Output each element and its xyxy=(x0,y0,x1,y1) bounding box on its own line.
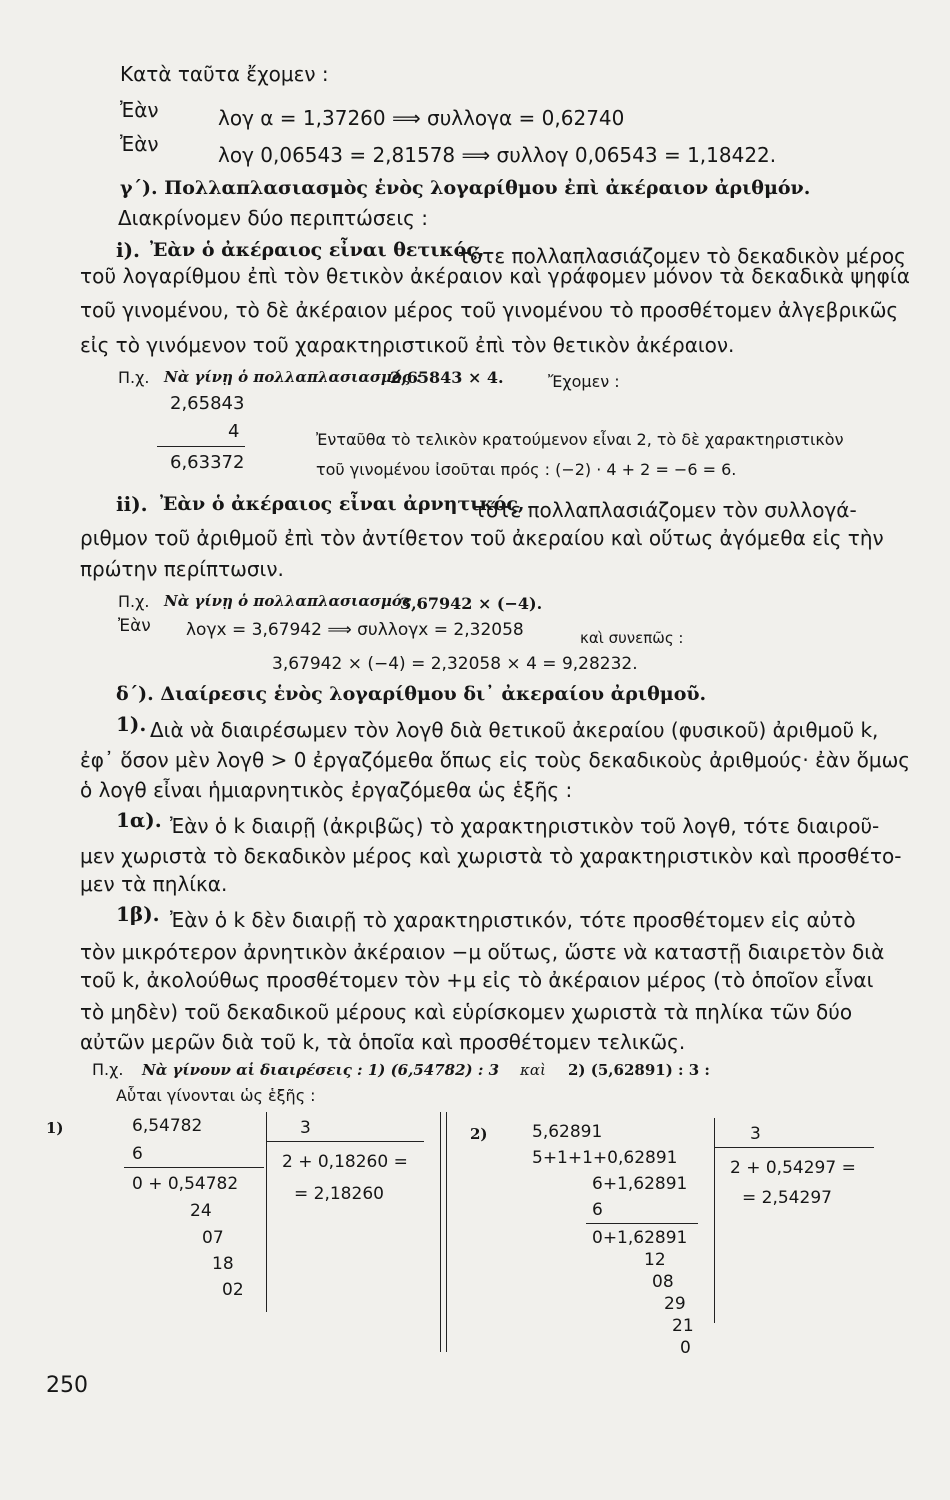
division-row: 6,54782 xyxy=(132,1116,203,1136)
text-line: Ἐὰν xyxy=(120,132,159,156)
division-row: 5+1+1+0,62891 xyxy=(532,1148,678,1168)
text-line: Κατὰ ταῦτα ἔχομεν : xyxy=(120,62,329,86)
division-row: 18 xyxy=(212,1254,234,1274)
example-prefix: Π.χ. xyxy=(118,592,150,611)
section-heading: δ΄). Διαίρεσις ἑνὸς λογαρίθμου δι᾽ ἀκεραίου ἀριθμοῦ. xyxy=(116,683,707,705)
division-row: 6 xyxy=(592,1200,603,1220)
rule xyxy=(266,1141,424,1142)
note-line: Ἐνταῦθα τὸ τελικὸν κρατούμενον εἶναι 2, τὸ δὲ χαρακτηριστικὸν xyxy=(316,430,844,449)
quotient: 2 + 0,18260 = xyxy=(282,1152,408,1172)
quotient: 2 + 0,54297 = xyxy=(730,1158,856,1178)
division-row: 07 xyxy=(202,1228,224,1248)
text-line: Ἐὰν ὁ k δὲν διαιρῇ τὸ χαρακτηριστικόν, τότε προσθέτομεν εἰς αὐτὸ xyxy=(170,908,856,932)
division-row: 12 xyxy=(644,1250,666,1270)
division-row: 02 xyxy=(222,1280,244,1300)
case-heading: Ἐὰν ὁ ἀκέραιος εἶναι θετικός, xyxy=(150,239,485,261)
text-line: ἐφ᾽ ὅσον μὲν λογθ > 0 ἐργαζόμεθα ὅπως εἰς τοὺς δεκαδικοὺς ἀριθμούς· ἐὰν ὅμως xyxy=(80,748,911,772)
text-line: τότε πολλαπλασιάζομεν τὸν συλλογά- xyxy=(474,498,857,522)
rule xyxy=(714,1147,874,1148)
example-prefix: Π.χ. xyxy=(92,1060,124,1079)
division-row: 08 xyxy=(652,1272,674,1292)
division-bar xyxy=(714,1118,715,1323)
division-row: 21 xyxy=(672,1316,694,1336)
rule xyxy=(586,1223,698,1224)
example-heading: Νὰ γίνῃ ὁ πολλαπλασιασμός : xyxy=(164,592,422,610)
example-prefix: Π.χ. xyxy=(118,368,150,387)
text-line: τοῦ k, ἀκολούθως προσθέτομεν τὸν +μ εἰς τὸ ἀκέραιον μέρος (τὸ ὁποῖον εἶναι xyxy=(80,968,874,992)
multiplication-row: 2,65843 xyxy=(170,393,245,414)
text-line: τὸ μηδὲν) τοῦ δεκαδικοῦ μέρους καὶ εὑρίσκομεν χωριστὰ τὰ πηλίκα τῶν δύο xyxy=(80,1000,853,1024)
text-line: Αὗται γίνονται ὡς ἑξῆς : xyxy=(116,1086,316,1105)
text-line: Διὰ νὰ διαιρέσωμεν τὸν λογθ διὰ θετικοῦ ἀκεραίου (φυσικοῦ) ἀριθμοῦ k, xyxy=(150,718,879,742)
case-heading: Ἐὰν ὁ ἀκέραιος εἶναι ἀρνητικός, xyxy=(160,493,525,515)
multiplication-row: 4 xyxy=(228,421,240,442)
text-line: τοῦ λογαρίθμου ἐπὶ τὸν θετικὸν ἀκέραιον καὶ γράφομεν μόνον τὰ δεκαδικὰ ψηφία xyxy=(80,264,911,288)
text-line: πρώτην περίπτωσιν. xyxy=(80,557,284,581)
division-row: 5,62891 xyxy=(532,1122,603,1142)
formula-line: 3,67942 × (−4) = 2,32058 × 4 = 9,28232. xyxy=(272,654,638,674)
text-line: Ἐὰν xyxy=(120,98,159,122)
case-label: i). xyxy=(116,238,141,262)
example-heading: 2) (5,62891) : 3 : xyxy=(568,1061,710,1079)
division-row: 24 xyxy=(190,1201,212,1221)
division-label: 1) xyxy=(46,1119,64,1137)
division-row: 6+1,62891 xyxy=(592,1174,688,1194)
division-row: 6 xyxy=(132,1144,143,1164)
rule xyxy=(124,1167,264,1168)
division-label: 2) xyxy=(470,1125,488,1143)
example-expression: 3,67942 × (−4). xyxy=(400,594,543,613)
example-heading: Νὰ γίνῃ ὁ πολλαπλασιασμός : xyxy=(164,368,422,386)
case-label: 1β). xyxy=(116,902,160,926)
column-divider xyxy=(440,1112,441,1352)
formula-line: λογx = 3,67942 ⟹ συλλογx = 2,32058 xyxy=(186,620,524,640)
quotient: = 2,54297 xyxy=(742,1188,832,1208)
text-line: ριθμον τοῦ ἀριθμοῦ ἐπὶ τὸν ἀντίθετον τοῦ ἀκεραίου καὶ οὕτως ἀγόμεθα εἰς τὴν xyxy=(80,526,884,550)
page-number: 250 xyxy=(46,1373,88,1398)
text-line: καὶ συνεπῶς : xyxy=(580,629,684,647)
division-row: 0 + 0,54782 xyxy=(132,1174,239,1194)
formula-line: λογ α = 1,37260 ⟹ συλλογα = 0,62740 xyxy=(218,106,625,130)
case-label: 1α). xyxy=(116,808,162,832)
column-divider xyxy=(446,1112,447,1352)
quotient: = 2,18260 xyxy=(294,1184,384,1204)
formula-line: λογ 0,06543 = 2,81578 ⟹ συλλογ 0,06543 = 1,18422. xyxy=(218,143,777,167)
text-line: Διακρίνομεν δύο περιπτώσεις : xyxy=(118,206,428,230)
case-label: 1). xyxy=(116,712,147,736)
example-expression: 2,65843 × 4. xyxy=(390,368,504,387)
section-heading: γ΄). Πολλαπλασιασμὸς ἑνὸς λογαρίθμου ἐπὶ ἀκέραιον ἀριθμόν. xyxy=(120,177,811,199)
divisor: 3 xyxy=(300,1118,311,1138)
text-line: Ἐὰν xyxy=(118,616,151,636)
note-line: τοῦ γινομένου ἰσοῦται πρός : (−2) · 4 + 2 = −6 = 6. xyxy=(316,460,737,479)
rule xyxy=(157,446,245,447)
case-label: ii). xyxy=(116,492,148,516)
text-line: μεν χωριστὰ τὸ δεκαδικὸν μέρος καὶ χωριστὰ τὸ χαρακτηριστικὸν καὶ προσθέτο- xyxy=(80,844,902,868)
text-line: τότε πολλαπλασιάζομεν τὸ δεκαδικὸν μέρος xyxy=(458,244,906,268)
text-line: αὐτῶν μερῶν διὰ τοῦ k, τὰ ὁποῖα καὶ προσθέτομεν τελικῶς. xyxy=(80,1030,686,1054)
division-row: 0+1,62891 xyxy=(592,1228,688,1248)
division-row: 0 xyxy=(680,1338,691,1358)
example-heading: Νὰ γίνουν αἱ διαιρέσεις : 1) (6,54782) : 3 xyxy=(142,1061,500,1079)
text-line: μεν τὰ πηλίκα. xyxy=(80,872,228,896)
division-row: 29 xyxy=(664,1294,686,1314)
text-line: τοῦ γινομένου, τὸ δὲ ἀκέραιον μέρος τοῦ γινομένου τὸ προσθέτομεν ἀλγεβρικῶς xyxy=(80,298,899,322)
text-line: Ἐὰν ὁ k διαιρῇ (ἀκριβῶς) τὸ χαρακτηριστικὸν τοῦ λογθ, τότε διαιροῦ- xyxy=(170,814,880,838)
text-line: τὸν μικρότερον ἀρνητικὸν ἀκέραιον −μ οὕτως, ὥστε νὰ καταστῇ διαιρετὸν διὰ xyxy=(80,940,885,964)
divisor: 3 xyxy=(750,1124,761,1144)
multiplication-row: 6,63372 xyxy=(170,452,245,473)
text-line: καὶ xyxy=(520,1061,546,1079)
text-line: εἰς τὸ γινόμενον τοῦ χαρακτηριστικοῦ ἐπὶ τὸν θετικὸν ἀκέραιον. xyxy=(80,333,735,357)
text-line: Ἔχομεν : xyxy=(548,372,620,391)
division-bar xyxy=(266,1112,267,1312)
text-line: ὁ λογθ εἶναι ἡμιαρνητικὸς ἐργαζόμεθα ὡς ἑξῆς : xyxy=(80,778,573,802)
